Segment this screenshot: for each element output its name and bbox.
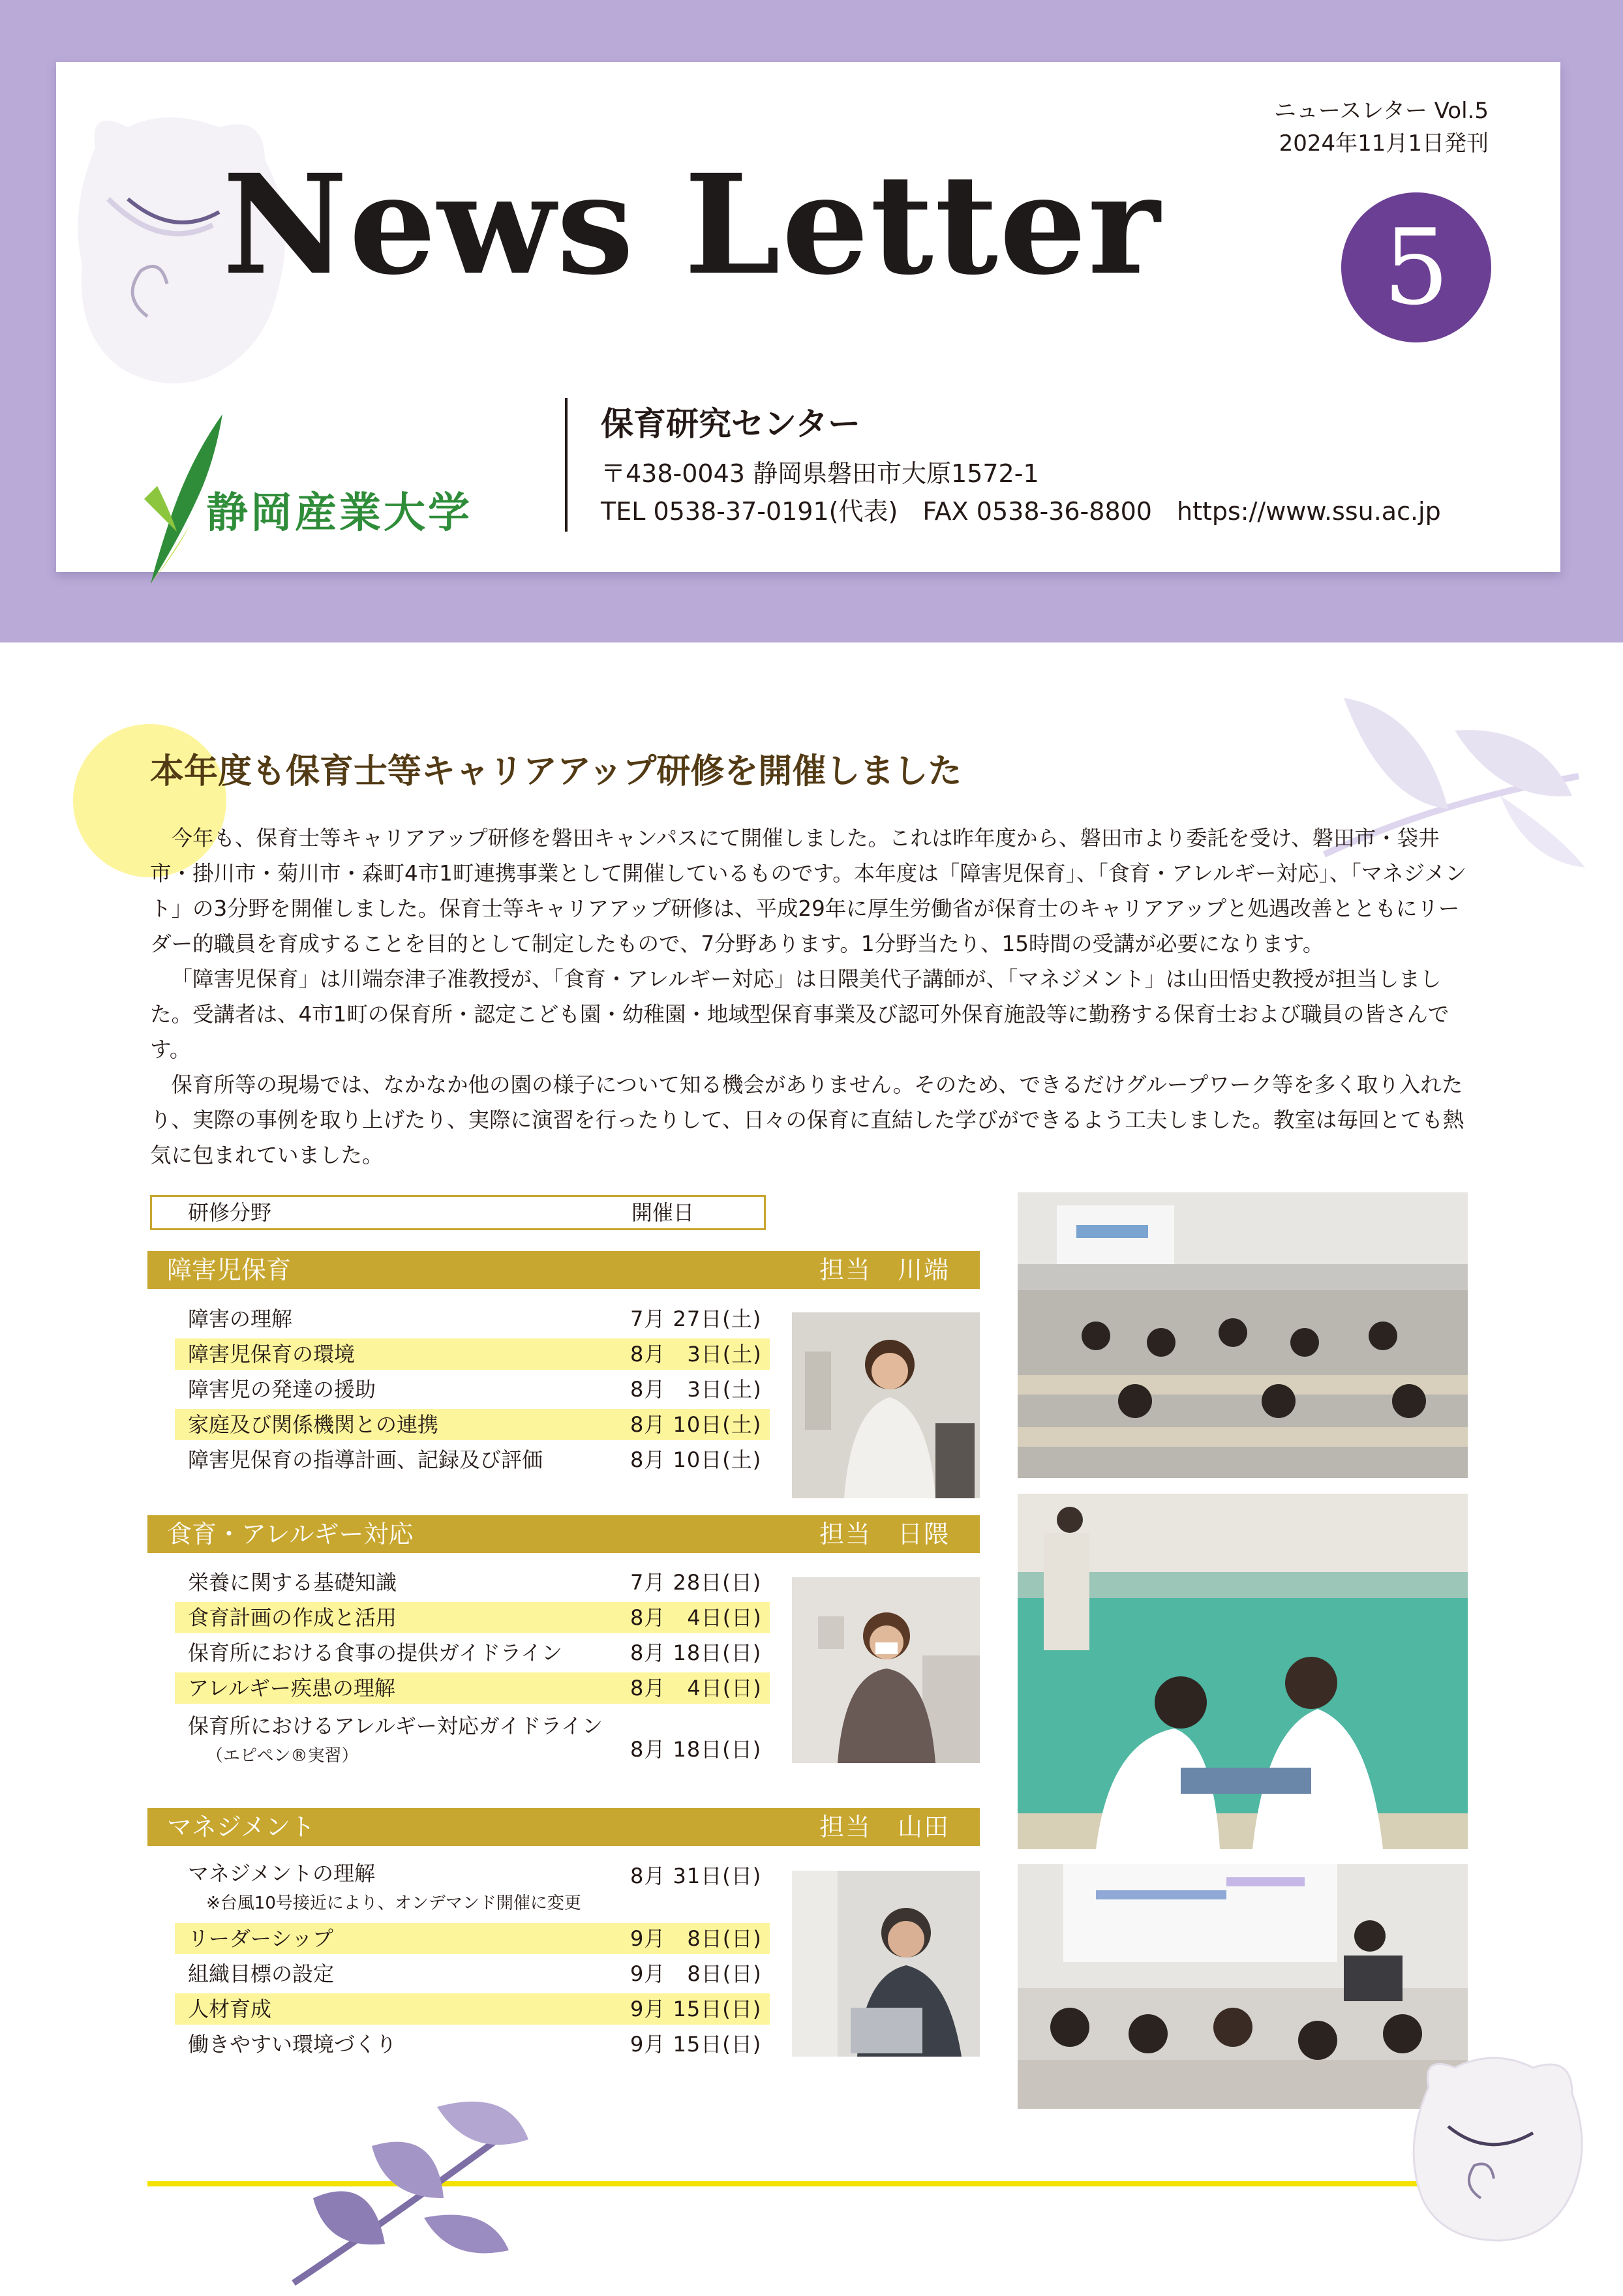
section-title: 障害児保育 [167,1256,292,1284]
issue-meta [1274,95,1489,160]
table-row: 働きやすい環境づくり 9月 15日(日) [188,2032,762,2057]
photo-classroom-group-work [1018,1192,1468,1478]
section-title: 食育・アレルギー対応 [167,1520,414,1548]
newsletter-title: News Letter [222,144,1162,305]
owl-mascot-icon [1403,2048,1592,2244]
lecturer-photo-kawabata [792,1312,980,1498]
table-row: 障害の理解 7月 27日(土) [188,1307,762,1331]
table-row: 保育所におけるアレルギー対応ガイドライン （エピペン®実習） 8月 18日(日) [188,1714,762,1766]
issue-date: 2024年11月1日発刊 [1279,130,1489,157]
article-body [150,821,1468,1173]
volume-badge: 5 [1341,192,1491,342]
center-contact: TEL 0538-37-0191(代表) FAX 0538-36-8800 https://www.ssu.ac.jp [601,497,1441,526]
column-header-field: 研修分野 [188,1200,272,1225]
center-address: 〒438-0043 静岡県磐田市大原1572-1 [601,459,1039,488]
lecturer-photo-yamada [792,1871,980,2057]
header-card [56,62,1560,572]
section-title: マネジメント [167,1813,315,1841]
table-row: アレルギー疾患の理解 8月 4日(日) [175,1672,770,1704]
table-row: リーダーシップ 9月 8日(日) [175,1923,770,1954]
table-row: 人材育成 9月 15日(日) [175,1993,770,2025]
article-headline: 本年度も保育士等キャリアアップ研修を開催しました [150,752,962,791]
table-row: 家庭及び関係機関との連携 8月 10日(土) [175,1409,770,1440]
table-row: 障害児の発達の援助 8月 3日(土) [188,1377,762,1402]
table-row: 保育所における食事の提供ガイドライン 8月 18日(日) [188,1640,762,1665]
photo-lecture-hall [1018,1864,1468,2109]
newsletter-label: ニュースレター Vol.5 [1273,98,1489,124]
column-header-date: 開催日 [631,1200,695,1225]
schedule-table-header [150,1195,766,1230]
section-lead: 担当 山田 [819,1813,950,1841]
table-row: マネジメントの理解 ※台風10号接近により、オンデマンド開催に変更 8月 31日(日) [188,1861,762,1913]
header-divider [565,398,568,532]
section-bar-shokuiku [147,1515,980,1553]
table-row: 障害児保育の指導計画、記録及び評価 8月 10日(土) [188,1447,762,1472]
table-row: 組織目標の設定 9月 8日(日) [188,1961,762,1986]
article-paragraph: 保育所等の現場では、なかなか他の園の様子について知る機会がありません。そのため、できるだけグループワーク等を多く取り入れたり、実際の事例を取り上げたり、実際に演習を行ったりして、日々の保育に直結した学びができるよう工夫しました。教室は毎回とても熱気に包まれていました。 [150,1072,1464,1168]
center-name: 保育研究センター [601,405,860,443]
section-lead: 担当 日隈 [819,1520,950,1548]
leaf-branch-icon [274,2087,548,2289]
table-row: 栄養に関する基礎知識 7月 28日(日) [188,1570,762,1595]
table-row: 障害児保育の環境 8月 3日(土) [175,1338,770,1370]
table-row: 食育計画の作成と活用 8月 4日(日) [175,1602,770,1633]
photo-practical-training [1018,1494,1468,1849]
university-name: 静岡産業大学 [206,489,472,537]
article-paragraph: 「障害児保育」は川端奈津子准教授が、「食育・アレルギー対応」は日隈美代子講師が、「マネジメント」は山田悟史教授が担当しました。受講者は、4市1町の保育所・認定こども園・幼稚園・地域型保育事業及び認可外保育施設等に勤務する保育士および職員の皆さんです。 [150,967,1449,1062]
section-bar-shogaiji [147,1251,980,1289]
section-bar-management [147,1808,980,1846]
article-paragraph: 今年も、保育士等キャリアアップ研修を磐田キャンパスにて開催しました。これは昨年度から、磐田市より委託を受け、磐田市・袋井市・掛川市・菊川市・森町4市1町連携事業として開催しているものです。本年度は「障害児保育」、「食育・アレルギー対応」、「マネジメント」の3分野を開催しました。保育士等キャリアアップ研修は、平成29年に厚生労働省が保育士のキャリアアップと処遇改善とともにリーダー的職員を育成することを目的として制定したもので、7分野あります。1分野当たり、15時間の受講が必要になります。 [150,826,1467,956]
section-lead: 担当 川端 [819,1256,950,1284]
lecturer-photo-hinokuma [792,1577,980,1763]
